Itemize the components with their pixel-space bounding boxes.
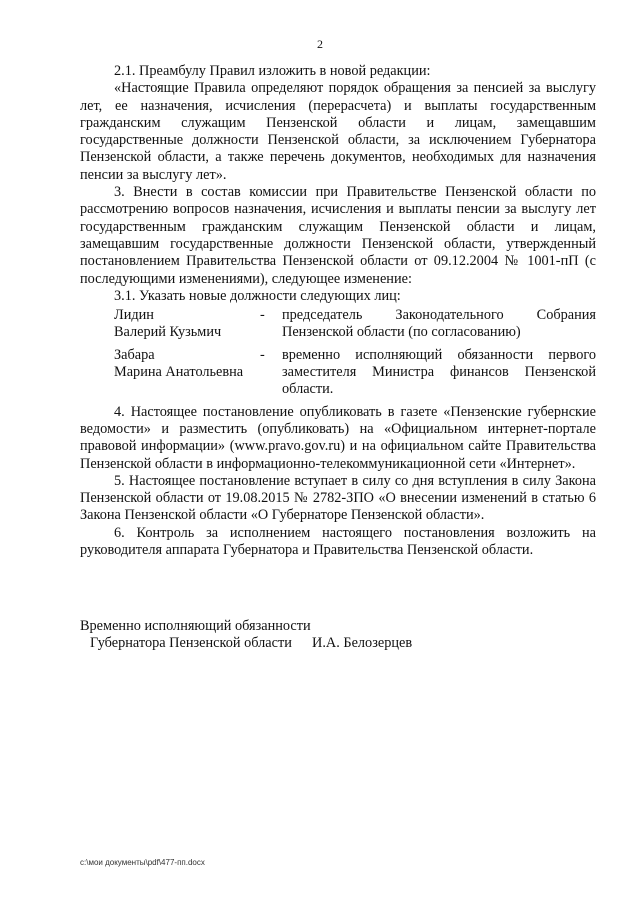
paragraph-6: 6. Контроль за исполнением настоящего постановления возложить на руководителя аппарата Губернатора и Правительства Пензенской области. <box>80 524 596 559</box>
persons-list <box>80 307 596 398</box>
paragraph-preamble-quote: «Настоящие Правила определяют порядок обращения за пенсией за выслугу лет, ее назначения, исчисления (перерасчета) и выплаты государственным гражданским служащим Пензенской области и лицам, замещавшим государственные должности Пензенской области, за исключением Губернатора Пензенской области, а также перечень документов, необходимых для назначения пенсии за выслугу лет». <box>80 80 596 183</box>
footer-file-path: c:\мои документы\pdf\477-пп.docx <box>80 858 205 867</box>
person-name: Забара Марина Анатольевна <box>114 346 244 381</box>
signer-name: И.А. Белозерцев <box>312 635 413 652</box>
person-dash: - <box>260 346 265 363</box>
paragraph-2-1: 2.1. Преамбулу Правил изложить в новой редакции: <box>114 63 431 79</box>
person-name: Лидин Валерий Кузьмич <box>114 307 222 341</box>
signature-title-line2: Губернатора Пензенской области <box>90 635 292 652</box>
person-position: временно исполняющий обязанности первого заместителя Министра финансов Пензенской области. <box>282 346 596 398</box>
paragraph-3: 3. Внести в состав комиссии при Правительстве Пензенской области по рассмотрению вопросов назначения, исчисления и выплаты пенсии за выслугу лет государственным гражданским служащим Пензенской области и лицам, замещавшим государственные должности Пензенской области, утвержденный постановлением Правительства Пензенской области от 09.12.2004 № 1001-пП (с последующими изменениями), следующее изменение: <box>80 184 596 287</box>
paragraph-5: 5. Настоящее постановление вступает в силу со дня вступления в силу Закона Пензенской области от 19.08.2015 № 2782-ЗПО «О внесении изменений в статью 6 Закона Пензенской области «О Губернаторе Пензенской области». <box>80 472 596 524</box>
signature-title-line1: Временно исполняющий обязанности <box>80 618 311 634</box>
signature-block <box>80 618 600 653</box>
paragraph-3-1: 3.1. Указать новые должности следующих лиц: <box>114 287 401 304</box>
person-dash: - <box>260 307 265 324</box>
page-number: 2 <box>317 37 323 51</box>
person-row <box>80 307 596 342</box>
document-body <box>80 63 596 559</box>
person-row <box>80 347 596 399</box>
person-position: председатель Законодательного Собрания Пензенской области (по согласованию) <box>282 307 596 341</box>
signature-title-line2-row <box>80 635 600 652</box>
paragraph-4: 4. Настоящее постановление опубликовать в газете «Пензенские губернские ведомости» и разместить (опубликовать) на «Официальном интернет-портале правовой информации» (www.pravo.gov.ru) и на официальном сайте Правительства Пензенской области в информационно-телекоммуникационной сети «Интернет». <box>80 403 596 472</box>
